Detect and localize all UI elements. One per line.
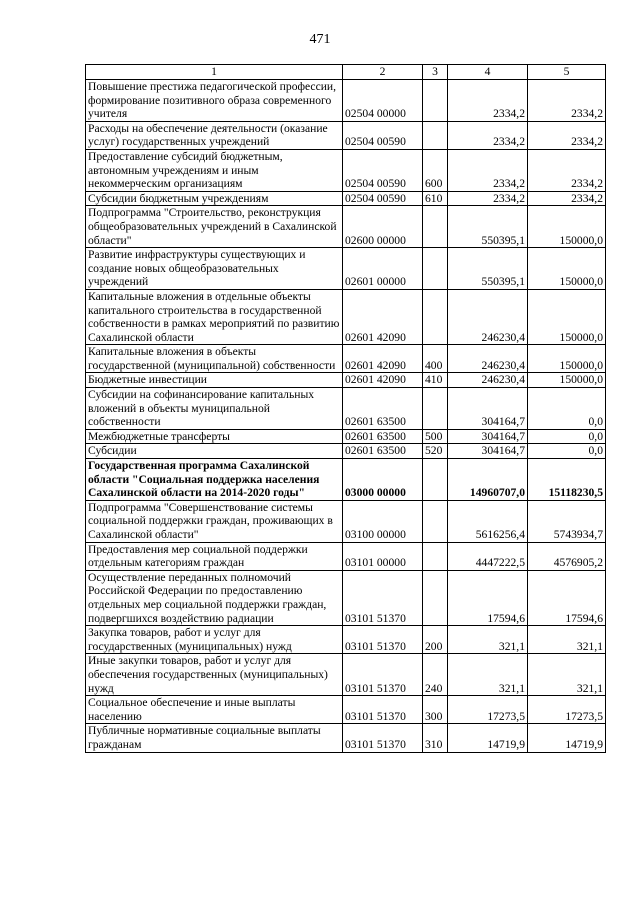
row-expense-type-cell — [423, 459, 448, 501]
row-amount-col4-cell: 304164,7 — [448, 444, 528, 459]
table-row — [86, 626, 606, 654]
row-amount-col4-cell: 2334,2 — [448, 121, 528, 149]
column-header: 4 — [448, 65, 528, 80]
row-name-cell: Подпрограмма "Совершенствование системы социальной поддержки граждан, проживающих в Сахалинской области" — [86, 500, 343, 542]
row-name-cell: Публичные нормативные социальные выплаты гражданам — [86, 724, 343, 752]
row-amount-col4-cell: 246230,4 — [448, 373, 528, 388]
row-name-cell: Субсидии — [86, 444, 343, 459]
table-row — [86, 191, 606, 206]
row-amount-col4-cell: 321,1 — [448, 654, 528, 696]
table-row — [86, 444, 606, 459]
budget-table — [85, 64, 606, 753]
row-name-cell: Предоставления мер социальной поддержки отдельным категориям граждан — [86, 542, 343, 570]
row-amount-col5-cell: 150000,0 — [528, 206, 606, 248]
row-amount-col5-cell: 2334,2 — [528, 149, 606, 191]
row-code-cell: 02504 00590 — [343, 149, 423, 191]
row-name-cell: Повышение престижа педагогической профессии, формирование позитивного образа современного учителя — [86, 80, 343, 122]
row-name-cell: Субсидии бюджетным учреждениям — [86, 191, 343, 206]
row-amount-col4-cell: 2334,2 — [448, 149, 528, 191]
table-row — [86, 373, 606, 388]
row-amount-col5-cell: 321,1 — [528, 654, 606, 696]
row-amount-col5-cell: 0,0 — [528, 444, 606, 459]
row-code-cell: 02601 42090 — [343, 345, 423, 373]
row-expense-type-cell: 410 — [423, 373, 448, 388]
row-expense-type-cell: 400 — [423, 345, 448, 373]
table-row — [86, 345, 606, 373]
row-name-cell: Предоставление субсидий бюджетным, автономным учреждениям и иным некоммерческим организациям — [86, 149, 343, 191]
row-code-cell: 02504 00590 — [343, 121, 423, 149]
row-name-cell: Расходы на обеспечение деятельности (оказание услуг) государственных учреждений — [86, 121, 343, 149]
row-expense-type-cell — [423, 248, 448, 290]
row-expense-type-cell: 520 — [423, 444, 448, 459]
row-name-cell: Капитальные вложения в отдельные объекты капитального строительства в государственной собственности в рамках мероприятий по развитию Сахалинской области — [86, 289, 343, 344]
row-code-cell: 03101 00000 — [343, 542, 423, 570]
row-expense-type-cell — [423, 80, 448, 122]
row-name-cell: Государственная программа Сахалинской области "Социальная поддержка населения Сахалинской области на 2014-2020 годы" — [86, 459, 343, 501]
row-name-cell: Бюджетные инвестиции — [86, 373, 343, 388]
table-row — [86, 459, 606, 501]
row-amount-col5-cell: 0,0 — [528, 388, 606, 430]
row-amount-col4-cell: 5616256,4 — [448, 500, 528, 542]
column-header: 5 — [528, 65, 606, 80]
row-amount-col5-cell: 17273,5 — [528, 696, 606, 724]
row-name-cell: Иные закупки товаров, работ и услуг для обеспечения государственных (муниципальных) нужд — [86, 654, 343, 696]
table-row — [86, 696, 606, 724]
row-expense-type-cell: 200 — [423, 626, 448, 654]
table-row — [86, 388, 606, 430]
row-expense-type-cell — [423, 121, 448, 149]
row-amount-col5-cell: 321,1 — [528, 626, 606, 654]
table-row — [86, 206, 606, 248]
table-row — [86, 80, 606, 122]
row-expense-type-cell: 310 — [423, 724, 448, 752]
row-amount-col4-cell: 550395,1 — [448, 248, 528, 290]
row-amount-col4-cell: 14960707,0 — [448, 459, 528, 501]
row-expense-type-cell: 610 — [423, 191, 448, 206]
row-amount-col5-cell: 14719,9 — [528, 724, 606, 752]
row-code-cell: 02601 42090 — [343, 289, 423, 344]
row-amount-col4-cell: 2334,2 — [448, 80, 528, 122]
row-expense-type-cell — [423, 570, 448, 625]
row-code-cell: 02601 63500 — [343, 444, 423, 459]
row-name-cell: Подпрограмма "Строительство, реконструкция общеобразовательных учреждений в Сахалинской области" — [86, 206, 343, 248]
table-row — [86, 289, 606, 344]
row-amount-col5-cell: 4576905,2 — [528, 542, 606, 570]
row-expense-type-cell — [423, 206, 448, 248]
table-row — [86, 654, 606, 696]
row-amount-col5-cell: 15118230,5 — [528, 459, 606, 501]
header-row — [86, 65, 606, 80]
table-row — [86, 542, 606, 570]
row-amount-col4-cell: 2334,2 — [448, 191, 528, 206]
row-amount-col4-cell: 321,1 — [448, 626, 528, 654]
row-name-cell: Осуществление переданных полномочий Российской Федерации по предоставлению отдельных мер социальной поддержки граждан, подвергшихся воздействию радиации — [86, 570, 343, 625]
row-code-cell: 03101 51370 — [343, 654, 423, 696]
row-amount-col5-cell: 150000,0 — [528, 248, 606, 290]
row-code-cell: 03101 51370 — [343, 626, 423, 654]
row-code-cell: 03101 51370 — [343, 570, 423, 625]
row-name-cell: Социальное обеспечение и иные выплаты населению — [86, 696, 343, 724]
row-amount-col5-cell: 17594,6 — [528, 570, 606, 625]
row-expense-type-cell — [423, 388, 448, 430]
table-row — [86, 248, 606, 290]
table-row — [86, 149, 606, 191]
row-amount-col4-cell: 246230,4 — [448, 345, 528, 373]
table-row — [86, 500, 606, 542]
row-amount-col4-cell: 550395,1 — [448, 206, 528, 248]
table-row — [86, 570, 606, 625]
column-header: 1 — [86, 65, 343, 80]
row-amount-col5-cell: 2334,2 — [528, 80, 606, 122]
row-code-cell: 03101 51370 — [343, 696, 423, 724]
row-expense-type-cell: 600 — [423, 149, 448, 191]
row-amount-col5-cell: 5743934,7 — [528, 500, 606, 542]
row-amount-col4-cell: 4447222,5 — [448, 542, 528, 570]
row-code-cell: 03000 00000 — [343, 459, 423, 501]
row-expense-type-cell: 500 — [423, 429, 448, 444]
column-header: 3 — [423, 65, 448, 80]
row-code-cell: 02601 00000 — [343, 248, 423, 290]
row-code-cell: 02504 00590 — [343, 191, 423, 206]
row-expense-type-cell — [423, 542, 448, 570]
row-name-cell: Капитальные вложения в объекты государственной (муниципальной) собственности — [86, 345, 343, 373]
table-row — [86, 429, 606, 444]
table-row — [86, 121, 606, 149]
row-code-cell: 02601 63500 — [343, 429, 423, 444]
row-expense-type-cell: 300 — [423, 696, 448, 724]
row-amount-col4-cell: 17594,6 — [448, 570, 528, 625]
page-number: 471 — [309, 32, 331, 47]
row-amount-col5-cell: 150000,0 — [528, 373, 606, 388]
row-amount-col5-cell: 2334,2 — [528, 121, 606, 149]
row-amount-col4-cell: 14719,9 — [448, 724, 528, 752]
row-code-cell: 02601 63500 — [343, 388, 423, 430]
row-code-cell: 02600 00000 — [343, 206, 423, 248]
row-code-cell: 02601 42090 — [343, 373, 423, 388]
row-expense-type-cell — [423, 500, 448, 542]
row-amount-col5-cell: 150000,0 — [528, 345, 606, 373]
row-code-cell: 02504 00000 — [343, 80, 423, 122]
row-expense-type-cell — [423, 289, 448, 344]
row-amount-col5-cell: 2334,2 — [528, 191, 606, 206]
row-amount-col5-cell: 150000,0 — [528, 289, 606, 344]
row-amount-col5-cell: 0,0 — [528, 429, 606, 444]
row-amount-col4-cell: 17273,5 — [448, 696, 528, 724]
row-code-cell: 03100 00000 — [343, 500, 423, 542]
row-code-cell: 03101 51370 — [343, 724, 423, 752]
row-name-cell: Субсидии на софинансирование капитальных вложений в объекты муниципальной собственности — [86, 388, 343, 430]
row-amount-col4-cell: 246230,4 — [448, 289, 528, 344]
row-name-cell: Развитие инфраструктуры существующих и создание новых общеобразовательных учреждений — [86, 248, 343, 290]
column-header: 2 — [343, 65, 423, 80]
row-name-cell: Закупка товаров, работ и услуг для государственных (муниципальных) нужд — [86, 626, 343, 654]
row-amount-col4-cell: 304164,7 — [448, 388, 528, 430]
table-row — [86, 724, 606, 752]
row-name-cell: Межбюджетные трансферты — [86, 429, 343, 444]
row-amount-col4-cell: 304164,7 — [448, 429, 528, 444]
row-expense-type-cell: 240 — [423, 654, 448, 696]
